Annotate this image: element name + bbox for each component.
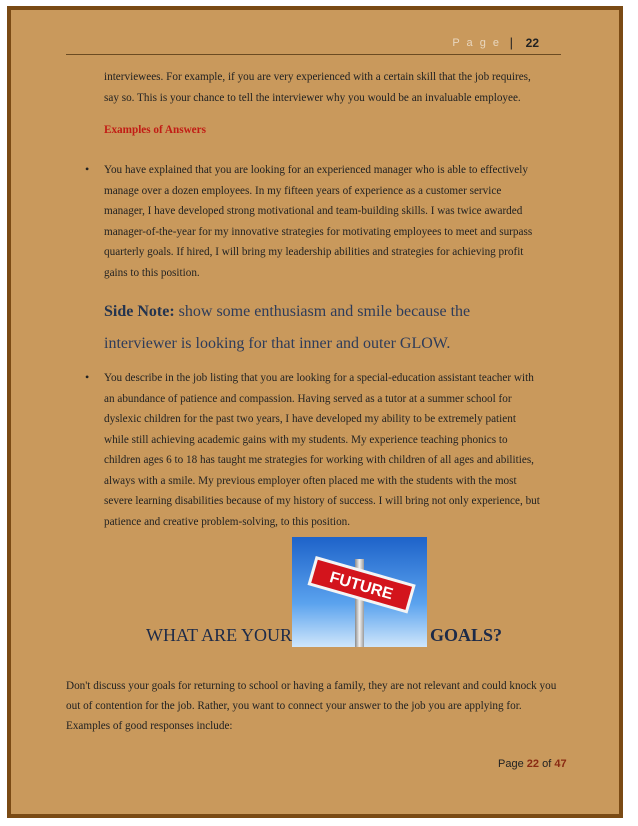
text-line: patience and creative problem-solving, to this position. (104, 515, 351, 528)
text-line: manage over a dozen employees. In my fifteen years of experience as a customer service (104, 184, 502, 197)
header-page-label: P a g e (452, 37, 501, 49)
side-note (104, 296, 584, 360)
side-note-label: Side Note: (104, 303, 175, 320)
text-line: manager-of-the-year for my innovative strategies for motivating employees to meet and surpass (104, 225, 533, 238)
bullet-icon: • (85, 370, 90, 384)
header-page-number: 22 (525, 36, 539, 50)
text-line: Examples of good responses include: (66, 720, 233, 732)
footer-of: of (542, 758, 552, 770)
text-line: say so. This is your chance to tell the interviewer why you would be an invaluable employee. (104, 91, 521, 104)
side-note-text: show some enthusiasm and smile because the (178, 303, 471, 320)
text-line: severe learning disabilities because of my history of success. I will bring not only experience, but (104, 495, 540, 507)
examples-heading: Examples of Answers (104, 124, 206, 136)
sign-text: FUTURE (327, 569, 395, 604)
example-answer-1 (104, 160, 574, 283)
bullet-icon: • (85, 162, 90, 176)
text-line: out of contention for the job. Rather, you want to connect your answer to the job you are applying for. (66, 700, 522, 712)
text-line: children ages 6 to 18 has taught me strategies for working with children of all ages and abilities, (104, 454, 534, 466)
text-line: interviewees. For example, if you are very experienced with a certain skill that the job requires, (104, 71, 531, 83)
text-line: an abundance of patience and compassion. Having served as a tutor at a summer school for (104, 392, 512, 405)
footer-prefix: Page (498, 758, 524, 770)
text-line: You describe in the job listing that you are looking for a special-education assistant teacher with (104, 372, 534, 384)
text-line: quarterly goals. If hired, I will bring my leadership abilities and strategies for achieving profit (104, 246, 524, 258)
text-line: dyslexic children for the past two years, I have developed my ability to be extremely patient (104, 413, 516, 425)
goals-heading-left: WHAT ARE YOUR (146, 625, 293, 645)
side-note-line-1 (104, 296, 584, 328)
page-header (66, 30, 561, 55)
intro-paragraph (104, 67, 574, 108)
goals-heading-right: GOALS? (430, 625, 503, 645)
text-line: Don't discuss your goals for returning to school or having a family, they are not relevant and could knock you (66, 680, 557, 692)
text-line: while still achieving academic gains with my students. My experience teaching phonics to (104, 433, 508, 446)
footer-total-pages: 47 (554, 758, 567, 770)
page-footer (498, 758, 567, 770)
header-separator: | (509, 35, 513, 50)
footer-current-page: 22 (526, 758, 540, 770)
text-line: You have explained that you are looking for an experienced manager who is able to effectively (104, 164, 528, 176)
text-line: gains to this position. (104, 266, 200, 279)
example-answer-2 (104, 368, 574, 532)
text-line: manager, I have developed strong motivational and team-building skills. I was twice awarded (104, 205, 523, 217)
text-line: always with a smile. My previous employer often placed me with the students with the most (104, 474, 517, 487)
goals-paragraph (66, 676, 566, 736)
future-sign-image (292, 537, 427, 647)
side-note-line-2: interviewer is looking for that inner and outer GLOW. (104, 335, 451, 352)
